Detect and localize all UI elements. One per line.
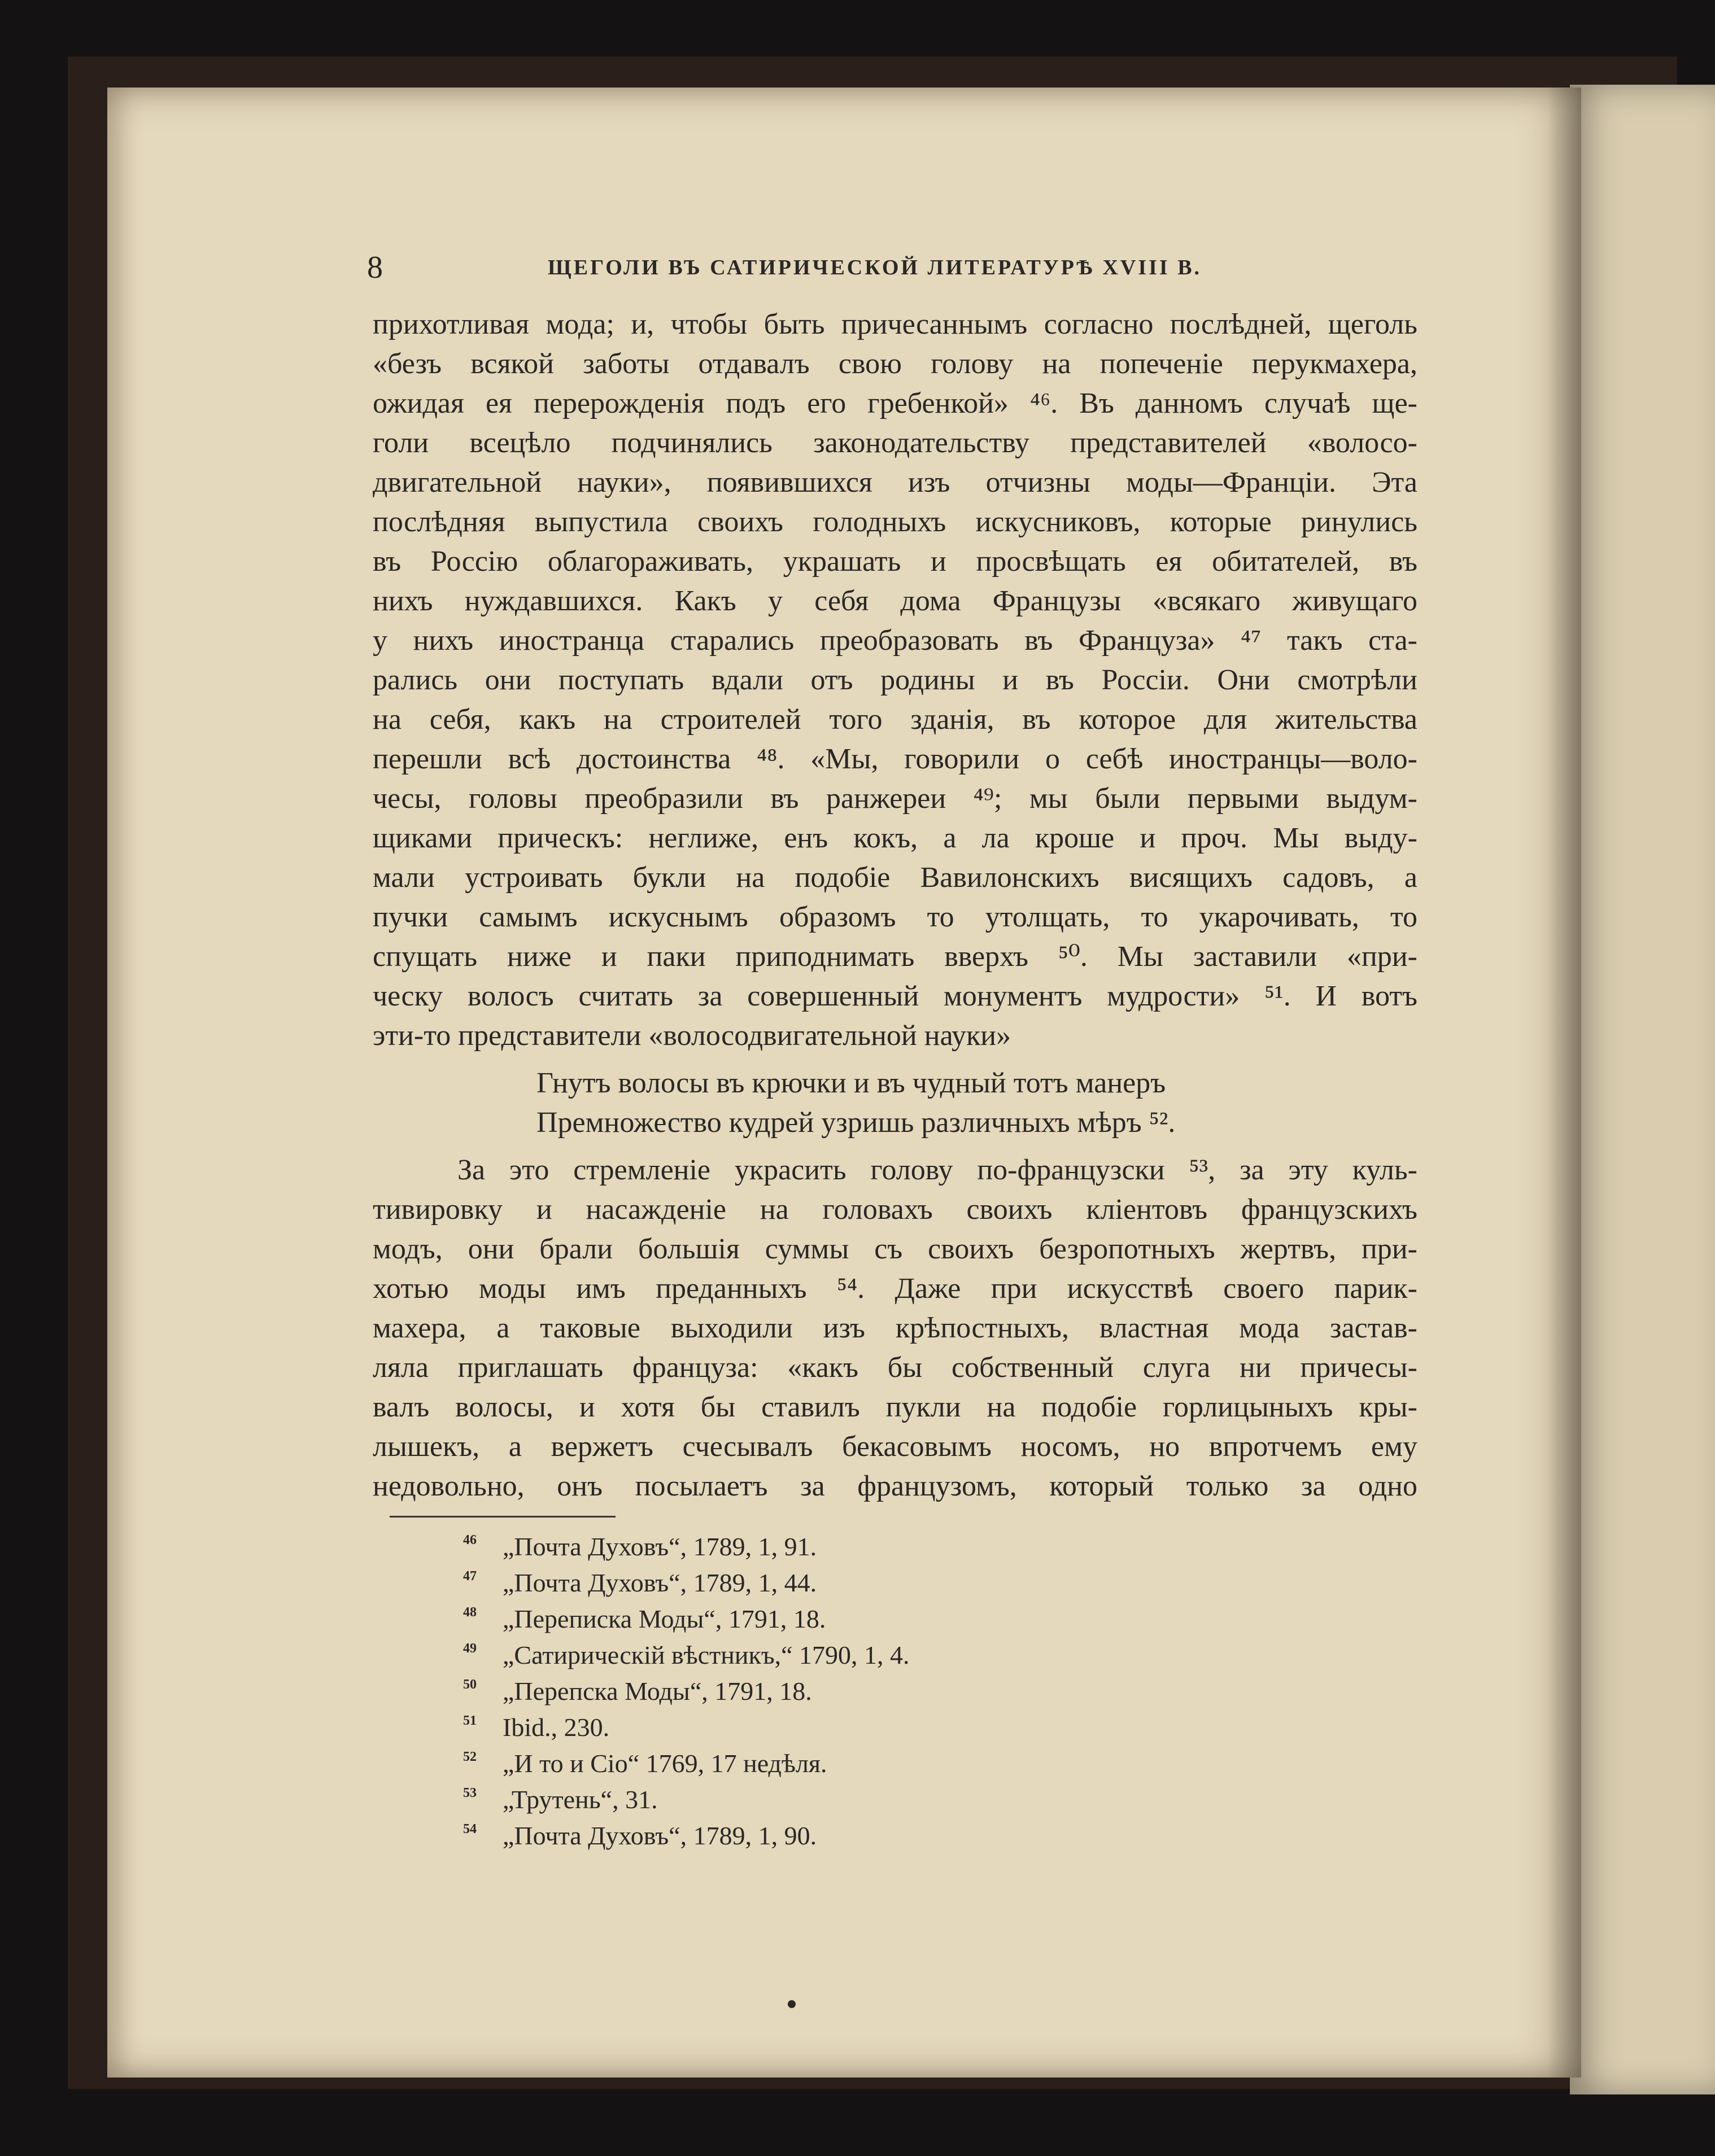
poem-quote (373, 1064, 1417, 1143)
footnote-text: „Почта Духовъ“, 1789, 1, 90. (503, 1821, 817, 1850)
footnote-text: „Сатирическій вѣстникъ,“ 1790, 1, 4. (503, 1641, 910, 1669)
footnote-number: 49 (463, 1641, 477, 1656)
text-line: чесы, головы преобразили въ ранжереи ⁴⁹; мы были первыми выдум- (373, 782, 1417, 815)
text-line: модъ, они брали большія суммы съ своихъ безропотныхъ жертвъ, при- (373, 1233, 1417, 1265)
footnote-number: 53 (463, 1786, 477, 1800)
main-text (373, 305, 1417, 1506)
text-line: у нихъ иностранца старались преобразовать въ Француза» ⁴⁷ такъ ста- (373, 624, 1417, 657)
footnote-number: 54 (463, 1822, 477, 1836)
paragraph-2 (373, 1151, 1417, 1506)
footnote-text: Ibid., 230. (503, 1713, 610, 1742)
footnote-text: „Трутень“, 31. (503, 1785, 658, 1814)
footnote (463, 1709, 1310, 1746)
text-line: въ Россію облагораживать, украшать и просвѣщать ея обитателей, въ (373, 545, 1417, 578)
text-line: «безъ всякой заботы отдавалъ свою голову на попеченіе перукмахера, (373, 348, 1417, 380)
text-line: прихотливая мода; и, чтобы быть причесаннымъ согласно послѣдней, щеголь (373, 308, 1417, 340)
footnote (463, 1782, 1310, 1818)
footnote-number: 52 (463, 1750, 477, 1764)
footnote (463, 1637, 1310, 1673)
footnote-divider (390, 1516, 616, 1517)
text-line: ляла приглашать француза: «какъ бы собственный слуга ни причесы- (373, 1352, 1417, 1384)
footnote (463, 1529, 1310, 1565)
text-line: лышекъ, а вержетъ счесывалъ бекасовымъ носомъ, но впротчемъ ему (373, 1431, 1417, 1463)
footnote-text: „И то и Сіо“ 1769, 17 недѣля. (503, 1749, 827, 1778)
text-line: двигательной науки», появившихся изъ отчизны моды—Франціи. Эта (373, 466, 1417, 498)
page-number: 8 (367, 250, 383, 285)
footnote (463, 1601, 1310, 1637)
footnote-text: „Почта Духовъ“, 1789, 1, 91. (503, 1532, 817, 1561)
text-line: на себя, какъ на строителей того зданія, въ которое для жительства (373, 703, 1417, 736)
text-line: хотью моды имъ преданныхъ ⁵⁴. Даже при искусствѣ своего парик- (373, 1272, 1417, 1305)
text-line: мали устроивать букли на подобіе Вавилонскихъ висящихъ садовъ, а (373, 861, 1417, 894)
footnote-number: 50 (463, 1677, 477, 1692)
text-line: спущать ниже и паки приподнимать вверхъ ⁵⁰. Мы заставили «при- (373, 941, 1417, 973)
facing-page (1570, 85, 1715, 2094)
page-gutter-shadow (1547, 88, 1581, 2078)
text-line: нихъ нуждавшихся. Какъ у себя дома Французы «всякаго живущаго (373, 585, 1417, 617)
footnote (463, 1565, 1310, 1601)
paragraph-1 (373, 305, 1417, 1056)
footnote-number: 47 (463, 1569, 477, 1584)
text-line: щиками прическъ: неглиже, енъ кокъ, а ла кроше и проч. Мы выду- (373, 822, 1417, 854)
poem-line: Премножество кудрей узришь различныхъ мѣръ ⁵². (536, 1107, 1176, 1139)
poem-line: Гнутъ волосы въ крючки и въ чудный тотъ манеръ (536, 1067, 1166, 1099)
text-line: послѣдняя выпустила своихъ голодныхъ искусниковъ, которые ринулись (373, 506, 1417, 538)
running-title: ЩЕГОЛИ ВЪ САТИРИЧЕСКОЙ ЛИТЕРАТУРѢ XVIII В. (548, 256, 1202, 279)
footnote (463, 1818, 1310, 1854)
text-line: пучки самымъ искуснымъ образомъ то утолщать, то укарочивать, то (373, 901, 1417, 933)
text-line: ческу волосъ считать за совершенный монументъ мудрости» ⁵¹. И вотъ (373, 980, 1417, 1012)
text-line: За это стремленіе украсить голову по-французски ⁵³, за эту куль- (457, 1154, 1417, 1186)
printer-mark (788, 2000, 796, 2008)
footnote (463, 1673, 1310, 1709)
text-line: валъ волосы, и хотя бы ставилъ пукли на подобіе горлицыныхъ кры- (373, 1391, 1417, 1423)
footnotes (463, 1529, 1310, 1854)
text-line: голи всецѣло подчинялись законодательству представителей «волосо- (373, 427, 1417, 459)
footnote-text: „Переписка Моды“, 1791, 18. (503, 1604, 826, 1633)
text-line: эти-то представители «волосодвигательной науки» (373, 1020, 1011, 1052)
footnote-number: 48 (463, 1605, 477, 1620)
footnote-number: 46 (463, 1533, 477, 1547)
text-line: недовольно, онъ посылаетъ за французомъ, который только за одно (373, 1470, 1417, 1502)
footnote (463, 1746, 1310, 1782)
footnote-text: „Почта Духовъ“, 1789, 1, 44. (503, 1568, 817, 1597)
text-line: перешли всѣ достоинства ⁴⁸. «Мы, говорили о себѣ иностранцы—воло- (373, 743, 1417, 775)
text-line: тивировку и насажденіе на головахъ своихъ кліентовъ французскихъ (373, 1193, 1417, 1226)
footnote-text: „Перепска Моды“, 1791, 18. (503, 1677, 812, 1705)
text-line: махера, а таковые выходили изъ крѣпостныхъ, властная мода застав- (373, 1312, 1417, 1344)
footnote-number: 51 (463, 1713, 477, 1728)
text-line: рались они поступать вдали отъ родины и въ Россіи. Они смотрѣли (373, 664, 1417, 696)
text-line: ожидая ея перерожденія подъ его гребенкой» ⁴⁶. Въ данномъ случаѣ ще- (373, 387, 1417, 419)
